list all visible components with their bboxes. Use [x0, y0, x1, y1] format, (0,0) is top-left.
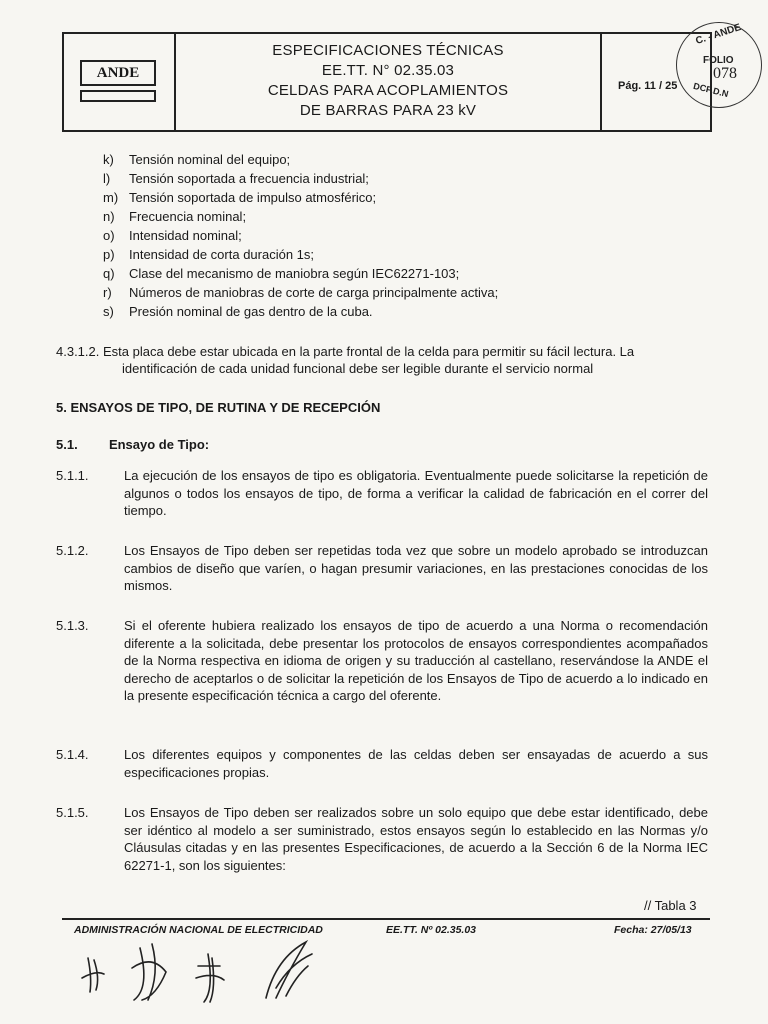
list-item: r) Números de maniobras de corte de carga principalmente activa; [103, 285, 499, 300]
logo-bar [80, 90, 156, 102]
signature-3 [196, 954, 224, 1002]
list-item: k) Tensión nominal del equipo; [103, 152, 291, 167]
signature-4 [266, 942, 312, 998]
list-item: p) Intensidad de corta duración 1s; [103, 247, 315, 262]
page-number: Pág. 11 / 25 [618, 80, 678, 92]
title-line-3: CELDAS PARA ACOPLAMIENTOS [267, 82, 509, 99]
paragraph-5-1-3: Si el oferente hubiera realizado los ensayos de tipo de acuerdo a una Norma o recomendación diferente a la solicitada, debe presentar los protocolos de ensayos correspondientes acompañados de la Norma respectiva en idioma de origen y su traducción al castellano, reservándose la ANDE el derecho de aceptarlos o de solicitar la repetición de los Ensayos de Tipo de acuerdo a lo indicado en la presente especificación técnica a cargo del oferente. [124, 618, 708, 703]
list-item: n) Frecuencia nominal; [103, 209, 247, 224]
signature-1 [82, 958, 104, 992]
continuation-note: // Tabla 3 [644, 898, 697, 913]
title-line-2: EE.TT. N° 02.35.03 [321, 62, 455, 79]
paragraph-number: 5.1.1. [56, 468, 89, 483]
folio-stamp [676, 22, 762, 108]
paragraph-number: 5.1.4. [56, 747, 89, 762]
list-item: q) Clase del mecanismo de maniobra según IEC62271-103; [103, 266, 460, 281]
signatures [80, 938, 340, 1008]
footer-document-code: EE.TT. Nº 02.35.03 [386, 924, 477, 936]
document-header [62, 32, 712, 132]
paragraph-5-1-2: Los Ensayos de Tipo deben ser repetidas toda vez que sobre un modelo aprobado se introduzcan cambios de diseño que varíen, o hagan presumir variaciones, en las prestaciones conocidas de los mismos. [124, 543, 708, 593]
list-item: o) Intensidad nominal; [103, 228, 242, 243]
ande-logo: ANDE [80, 60, 156, 86]
footer-date: Fecha: 27/05/13 [614, 924, 692, 936]
logo-cell [64, 34, 176, 130]
paragraph-4-3-1-2: 4.3.1.2. Esta placa debe estar ubicada en la parte frontal de la celda para permitir su fácil lectura. La identificación de cada unidad funcional debe ser legible durante el servicio normal [56, 344, 635, 376]
section-heading-5: 5. ENSAYOS DE TIPO, DE RUTINA Y DE RECEPCIÓN [56, 400, 381, 415]
paragraph-5-1-5: Los Ensayos de Tipo deben ser realizados sobre un solo equipo que debe estar identificado, debe ser idéntico al modelo a ser suministrado, estos ensayos según lo establecido en las Normas y/o Cláusulas citadas y en las presentes Especificaciones, de acuerdo a la Sección 6 de la Norma IEC 62271-1, son los siguientes: [124, 805, 708, 873]
paragraph-5-1-4: Los diferentes equipos y componentes de las celdas deben ser ensayadas de acuerdo a sus especificaciones propias. [124, 747, 708, 780]
paragraph-number: 4.3.1.2. [56, 344, 100, 359]
footer-organization: ADMINISTRACIÓN NACIONAL DE ELECTRICIDAD [74, 924, 323, 936]
paragraph-5-1-1: La ejecución de los ensayos de tipo es obligatoria. Eventualmente puede solicitarse la repetición de algunos o todos los ensayos de tipo, de forma a verificar la calidad de fabricación en el correr del tiempo. [124, 468, 708, 518]
paragraph-number: 5.1.3. [56, 618, 89, 633]
stamp-number: 078 [713, 65, 737, 82]
stamp-top: C. - ANDE [694, 22, 743, 47]
title-line-1: ESPECIFICACIONES TÉCNICAS [272, 42, 504, 59]
signature-2 [132, 944, 166, 1000]
list-item: m) Tensión soportada de impulso atmosférico; [103, 190, 377, 205]
stamp-folio: FOLIO [703, 55, 734, 66]
list-item: s) Presión nominal de gas dentro de la cuba. [103, 304, 373, 319]
list-item: l) Tensión soportada a frecuencia industrial; [103, 171, 369, 186]
paragraph-number: 5.1.2. [56, 543, 89, 558]
paragraph-number: 5.1.5. [56, 805, 89, 820]
stamp-bottom: DCP.D.N [692, 80, 730, 100]
section-heading-5-1: 5.1. Ensayo de Tipo: [56, 437, 210, 452]
title-line-4: DE BARRAS PARA 23 kV [299, 102, 477, 119]
header-title [176, 34, 602, 130]
footer-rule [62, 918, 710, 920]
